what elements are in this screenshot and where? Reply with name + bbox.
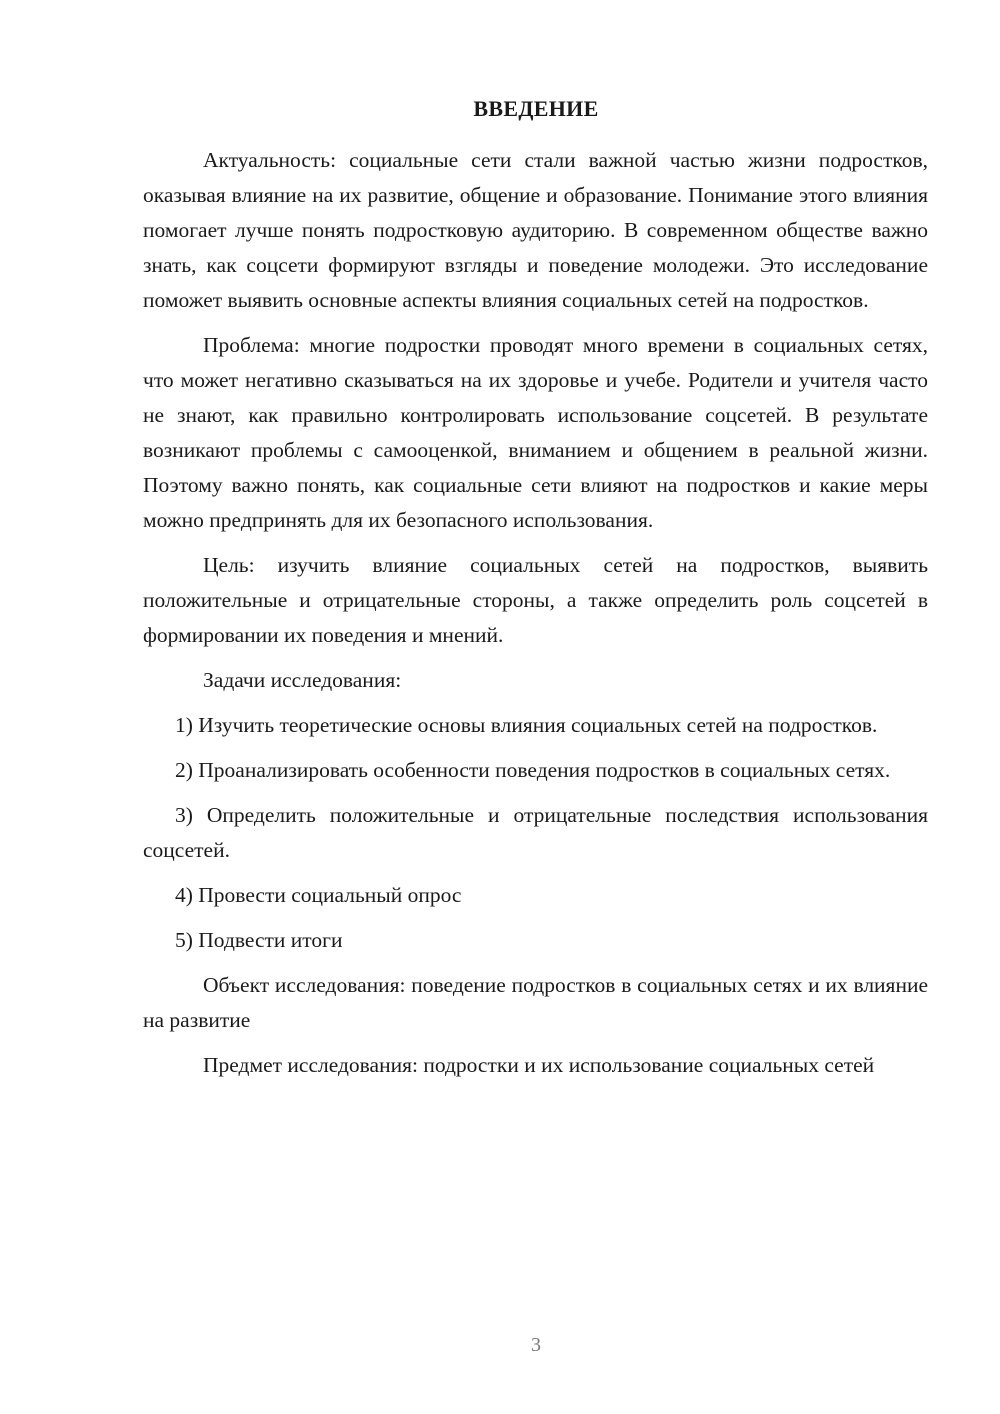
document-body — [143, 143, 928, 1083]
task-item-1: 1) Изучить теоретические основы влияния социальных сетей на подростков. — [175, 713, 878, 737]
section-heading: ВВЕДЕНИЕ — [473, 96, 599, 121]
task-item-4: 4) Провести социальный опрос — [175, 883, 462, 907]
task-item-5: 5) Подвести итоги — [175, 928, 343, 952]
paragraph-goal: Цель: изучить влияние социальных сетей на подростков, выявить положительные и отрицательные стороны, а также определить роль соцсетей в формировании их поведения и мнений. — [143, 553, 928, 647]
paragraph-problem: Проблема: многие подростки проводят много времени в социальных сетях, что может негативно сказываться на их здоровье и учебе. Родители и учителя часто не знают, как правильно контролировать использование соцсетей. В результате возникают проблемы с самооценкой, вниманием и общением в реальной жизни. Поэтому важно понять, как социальные сети влияют на подростков и какие меры можно предпринять для их безопасного использования. — [143, 333, 928, 532]
tasks-heading: Задачи исследования: — [203, 668, 402, 692]
paragraph-subject: Предмет исследования: подростки и их использование социальных сетей — [203, 1053, 875, 1077]
page-number: 3 — [531, 1334, 541, 1356]
paragraph-object: Объект исследования: поведение подростков в социальных сетях и их влияние на развитие — [143, 973, 928, 1032]
task-item-2: 2) Проанализировать особенности поведения подростков в социальных сетях. — [175, 758, 891, 782]
paragraph-relevance: Актуальность: социальные сети стали важной частью жизни подростков, оказывая влияние на их развитие, общение и образование. Понимание этого влияния помогает лучше понять подростковую аудиторию. В современном обществе важно знать, как соцсети формируют взгляды и поведение молодежи. Это исследование поможет выявить основные аспекты влияния социальных сетей на подростков. — [143, 148, 928, 312]
task-item-3: 3) Определить положительные и отрицательные последствия использования соцсетей. — [143, 803, 928, 862]
